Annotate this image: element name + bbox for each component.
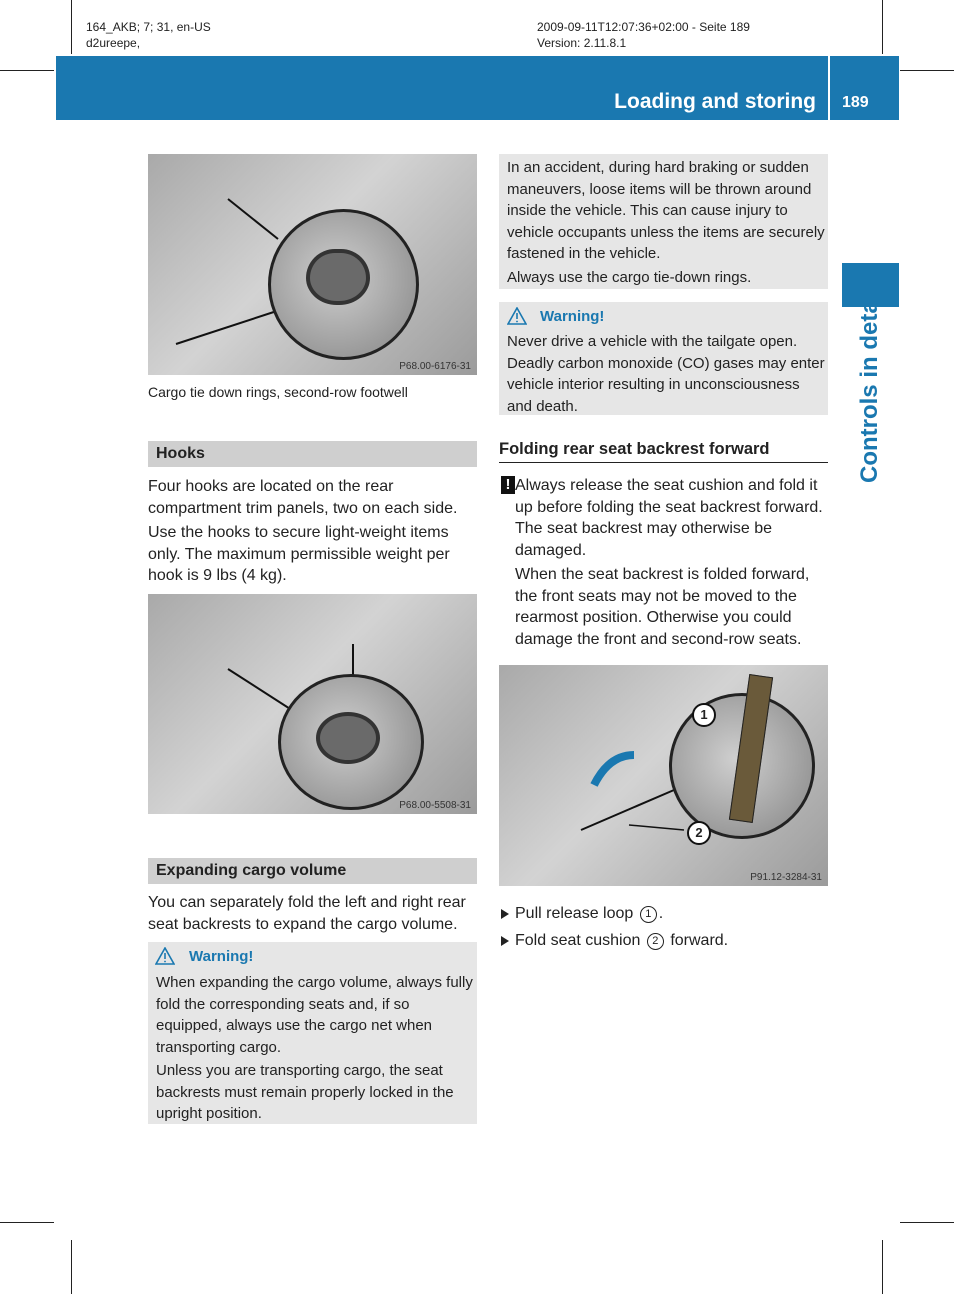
page-number-box [830, 56, 899, 120]
folding-note-2: When the seat backrest is folded forward, the front seats may not be moved to the rearmost position. Otherwise you could damage the front and second-row seats. [515, 566, 810, 648]
page-number: 189 [842, 94, 869, 111]
hooks-paragraph-1: Four hooks are located on the rear compartment trim panels, two on each side. [148, 478, 458, 517]
callout-2: 2 [687, 821, 711, 845]
crop-mark [0, 70, 54, 71]
step-1-text: Pull release loop [515, 905, 634, 922]
page-title: Loading and storing [614, 90, 816, 113]
crop-mark [71, 0, 72, 54]
crop-mark [900, 70, 954, 71]
photo1-caption: Cargo tie down rings, second-row footwell [148, 384, 408, 400]
photo3-code: P91.12-3284-31 [750, 872, 822, 883]
step-1-number: 1 [640, 906, 657, 923]
warning-text-1: When expanding the cargo volume, always fully fold the corresponding seats and, if so equipped, always use the cargo net when transporting cargo. [156, 974, 473, 1056]
step-2 [515, 930, 830, 952]
warning-text-2: Unless you are transporting cargo, the seat backrests must remain properly locked in the upright position. [156, 1062, 454, 1122]
section-heading-expanding: Expanding cargo volume [148, 858, 477, 884]
step-1-suffix: . [658, 905, 664, 922]
folding-note-1 [515, 475, 830, 561]
meta-left-line2: d2ureepe, [86, 36, 141, 50]
photo-cargo-tie-down-rings [148, 154, 477, 375]
warning-triangle-icon [507, 307, 527, 325]
crop-mark [882, 0, 883, 54]
section-heading-hooks: Hooks [148, 441, 477, 467]
step-2-suffix: forward. [670, 932, 729, 949]
crop-mark [900, 1222, 954, 1223]
photo1-code: P68.00-6176-31 [399, 361, 471, 372]
crop-mark [0, 1222, 54, 1223]
crop-mark [882, 1240, 883, 1294]
step-1 [515, 903, 830, 925]
hooks-paragraph-2: Use the hooks to secure light-weight items only. The maximum permissible weight per hook is 9 lbs (4 kg). [148, 524, 450, 584]
crop-mark [71, 1240, 72, 1294]
info-box-text-1: In an accident, during hard braking or sudden maneuvers, loose items will be thrown around inside the vehicle. This can cause injury to vehicle occupants unless the items are securely fastened in the vehicle. [507, 159, 825, 262]
meta-right-line2: Version: 2.11.8.1 [537, 36, 627, 50]
warning-triangle-icon [155, 947, 175, 965]
meta-left-line1: 164_AKB; 7; 31, en-US [86, 20, 211, 34]
exclamation-icon: ! [501, 476, 515, 494]
photo-cargo-hooks [148, 594, 477, 814]
print-meta-right [537, 19, 750, 51]
print-meta-left [86, 19, 211, 51]
warning-tailgate-text: Never drive a vehicle with the tailgate open. Deadly carbon monoxide (CO) gases may enter vehicle interior resulting in unconsciousness and death. [507, 333, 825, 415]
step-arrow-icon [501, 936, 509, 946]
side-tab-label: Controls in detail [856, 286, 883, 484]
step-arrow-icon [501, 909, 509, 919]
photo2-code: P68.00-5508-31 [399, 800, 471, 811]
heading-rule [499, 462, 828, 463]
meta-right-line1: 2009-09-11T12:07:36+02:00 - Seite 189 [537, 20, 750, 34]
subsection-heading-folding: Folding rear seat backrest forward [499, 440, 770, 458]
header-bar [56, 56, 828, 120]
expanding-paragraph: You can separately fold the left and right rear seat backrests to expand the cargo volume. [148, 894, 466, 933]
folding-note-1-text: Always release the seat cushion and fold it up before folding the seat backrest forward. The seat backrest may otherwise be damaged. [515, 477, 823, 559]
step-2-number: 2 [647, 933, 664, 950]
info-box-text-2: Always use the cargo tie-down rings. [507, 269, 752, 286]
photo-rear-seat [499, 665, 828, 886]
step-2-text: Fold seat cushion [515, 932, 641, 949]
warning-label: Warning! [540, 308, 605, 325]
callout-1: 1 [692, 703, 716, 727]
warning-label: Warning! [189, 948, 254, 965]
